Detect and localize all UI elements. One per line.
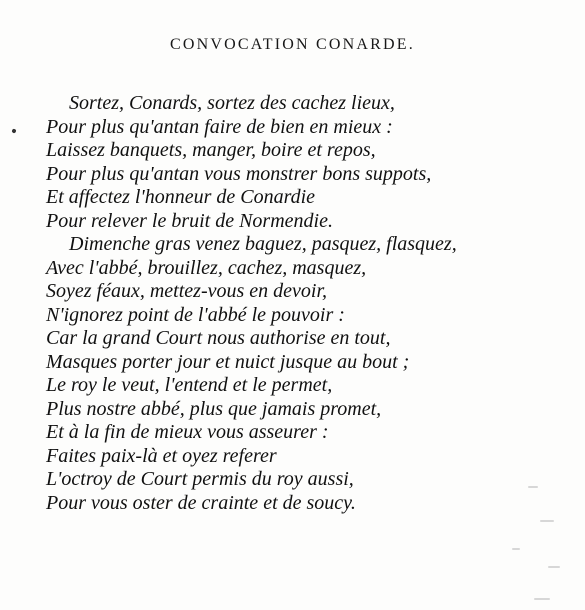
poem-line: Soyez féaux, mettez-vous en devoir, [46,280,328,302]
paper-speck [534,598,550,600]
poem-line: Car la grand Court nous authorise en tout, [46,327,391,349]
poem-line: Avec l'abbé, brouillez, cachez, masquez, [46,256,367,279]
poem-line: Laissez banquets, manger, boire et repos, [46,139,376,161]
poem-line: Sortez, Conards, sortez des cachez lieux, [69,92,395,114]
poem-line: Pour vous oster de crainte et de soucy. [46,491,356,514]
poem-line: Et affectez l'honneur de Conardie [46,186,316,208]
poem-line: Masques porter jour et nuict jusque au bout ; [46,350,410,373]
poem-line: Faites paix-là et oyez referer [46,444,277,467]
paper-speck [528,486,538,488]
poem-line: Dimenche gras venez baguez, pasquez, flasquez, [69,233,457,255]
paper-speck [548,566,560,568]
poem-line: Pour plus qu'antan faire de bien en mieux : [46,115,393,138]
poem-line: Pour relever le bruit de Normendie. [46,209,333,232]
poem-body [46,92,566,515]
poem-line: Plus nostre abbé, plus que jamais promet, [46,397,382,420]
poem-line: L'octroy de Court permis du roy aussi, [46,468,354,490]
poem-line: Et à la fin de mieux vous asseurer : [46,421,329,443]
margin-mark [11,128,16,133]
paper-speck [512,548,520,550]
paper-speck [540,520,554,522]
poem-line: Pour plus qu'antan vous monstrer bons suppots, [46,162,432,185]
poem-line: Le roy le veut, l'entend et le permet, [46,374,333,396]
poem-title: CONVOCATION CONARDE. [170,36,415,53]
poem-line: N'ignorez point de l'abbé le pouvoir : [46,303,345,326]
